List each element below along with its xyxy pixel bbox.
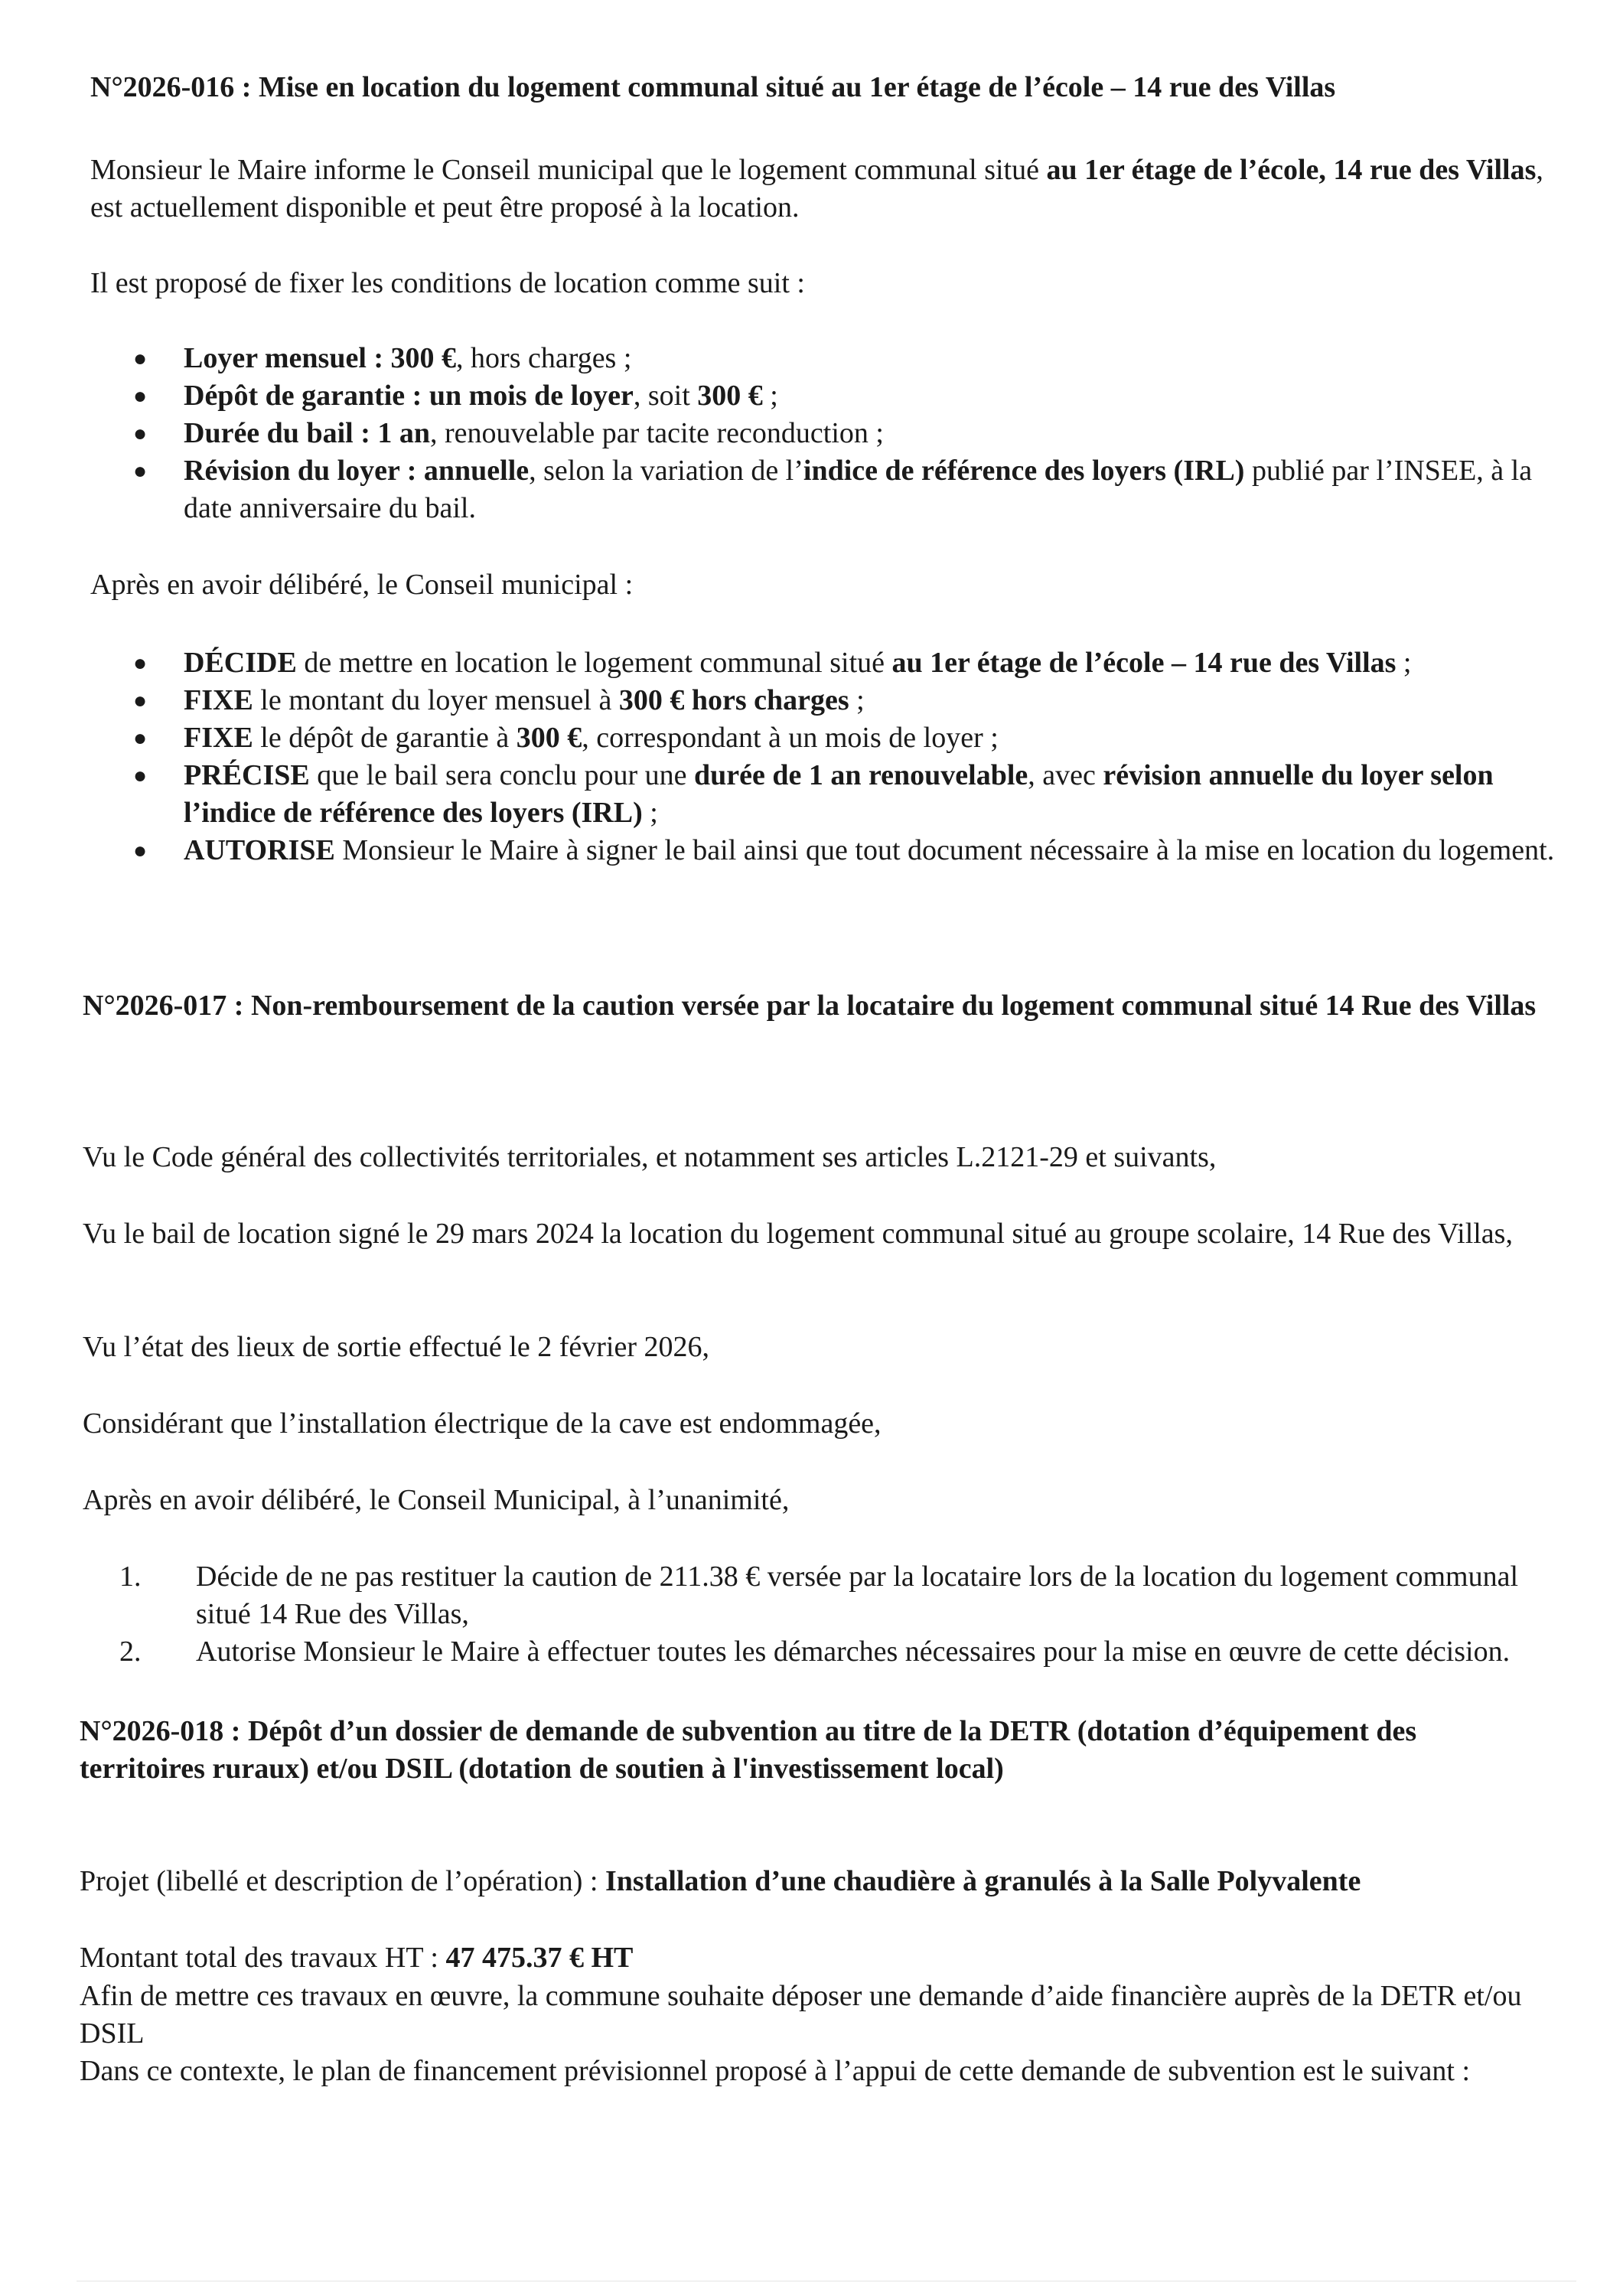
financing-plan-intro: Dans ce contexte, le plan de financement prévisionnel proposé à l’appui de cette demande de subvention est le suivant : <box>80 2055 1471 2087</box>
bullet-icon: ● <box>133 763 148 788</box>
bullet-icon: ● <box>133 726 148 751</box>
list-item: ● PRÉCISE que le bail sera conclu pour une durée de 1 an renouvelable, avec révision annuelle du loyer selon l’indice de référence des loyers (IRL) ; <box>184 757 1569 832</box>
section-heading-2026-018: N°2026-018 : Dépôt d’un dossier de demande de subvention au titre de la DETR (dotation d’équipement des territoires ruraux) et/ou DSIL (dotation de soutien à l'investissement local) <box>80 1715 1417 1785</box>
vu-bail: Vu le bail de location signé le 29 mars 2024 la location du logement communal situé au groupe scolaire, 14 Rue des Villas, <box>83 1218 1513 1250</box>
list-item: ● AUTORISE Monsieur le Maire à signer le bail ainsi que tout document nécessaire à la mise en location du logement. <box>184 832 1569 869</box>
amount-line <box>80 1939 1549 1977</box>
list-item: ● FIXE le dépôt de garantie à 300 €, correspondant à un mois de loyer ; <box>184 719 1569 757</box>
financing-context: Afin de mettre ces travaux en œuvre, la commune souhaite déposer une demande d’aide financière auprès de la DETR et/ou DSIL <box>80 1980 1522 2050</box>
project-line <box>80 1863 1579 1900</box>
list-item: 2. Autorise Monsieur le Maire à effectuer toutes les démarches nécessaires pour la mise en œuvre de cette décision. <box>196 1633 1558 1671</box>
project-value: Installation d’une chaudière à granulés à la Salle Polyvalente <box>605 1865 1361 1897</box>
vu-cgct: Vu le Code général des collectivités territoriales, et notamment ses articles L.2121-29 et suivants, <box>83 1141 1217 1173</box>
list-item: ● Loyer mensuel : 300 €, hors charges ; <box>184 340 1546 377</box>
deliberation-unanimite: Après en avoir délibéré, le Conseil Municipal, à l’unanimité, <box>83 1484 790 1516</box>
list-item: ● DÉCIDE de mettre en location le logement communal situé au 1er étage de l’école – 14 rue des Villas ; <box>184 644 1569 682</box>
intro-text: Monsieur le Maire informe le Conseil municipal que le logement communal situé <box>90 154 1047 186</box>
amount-label: Montant total des travaux HT : <box>80 1942 446 1974</box>
item-number: 2. <box>119 1636 142 1668</box>
intro-location: au 1er étage de l’école, 14 rue des Villas <box>1046 154 1537 186</box>
bullet-icon: ● <box>133 458 148 484</box>
bullet-icon: ● <box>133 346 148 371</box>
considerant: Considérant que l’installation électrique de la cave est endommagée, <box>83 1407 882 1440</box>
item-number: 1. <box>119 1561 142 1593</box>
conditions-intro: Il est proposé de fixer les conditions de location comme suit : <box>90 267 805 299</box>
decisions-list <box>133 644 1569 869</box>
intro-text-end: , est actuellement disponible et peut être proposé à la location. <box>90 154 1543 223</box>
conditions-list <box>133 340 1546 527</box>
section-1-intro <box>90 152 1544 227</box>
section-heading-2026-017: N°2026-017 : Non-remboursement de la caution versée par la locataire du logement communal situé 14 Rue des Villas <box>83 990 1537 1022</box>
list-item: ● FIXE le montant du loyer mensuel à 300 € hors charges ; <box>184 682 1569 719</box>
bullet-icon: ● <box>133 421 148 446</box>
section-heading-2026-016: N°2026-016 : Mise en location du logement communal situé au 1er étage de l’école – 14 rue des Villas <box>90 71 1336 103</box>
list-item: ● Dépôt de garantie : un mois de loyer, soit 300 € ; <box>184 377 1546 415</box>
amount-value: 47 475.37 € HT <box>445 1942 634 1974</box>
bullet-icon: ● <box>133 383 148 409</box>
list-item: ● Révision du loyer : annuelle, selon la variation de l’indice de référence des loyers (IRL) publié par l’INSEE, à la date anniversaire du bail. <box>184 452 1546 527</box>
bullet-icon: ● <box>133 651 148 676</box>
list-item: 1. Décide de ne pas restituer la caution de 211.38 € versée par la locataire lors de la location du logement communal situé 14 Rue des Villas, <box>196 1558 1558 1633</box>
bullet-icon: ● <box>133 688 148 713</box>
list-item: ● Durée du bail : 1 an, renouvelable par tacite reconduction ; <box>184 415 1546 452</box>
decisions-numbered-list <box>119 1558 1558 1671</box>
bullet-icon: ● <box>133 838 148 863</box>
vu-etat-des-lieux: Vu l’état des lieux de sortie effectué le 2 février 2026, <box>83 1331 709 1363</box>
deliberation-intro: Après en avoir délibéré, le Conseil municipal : <box>90 569 634 601</box>
project-label: Projet (libellé et description de l’opération) : <box>80 1865 605 1897</box>
